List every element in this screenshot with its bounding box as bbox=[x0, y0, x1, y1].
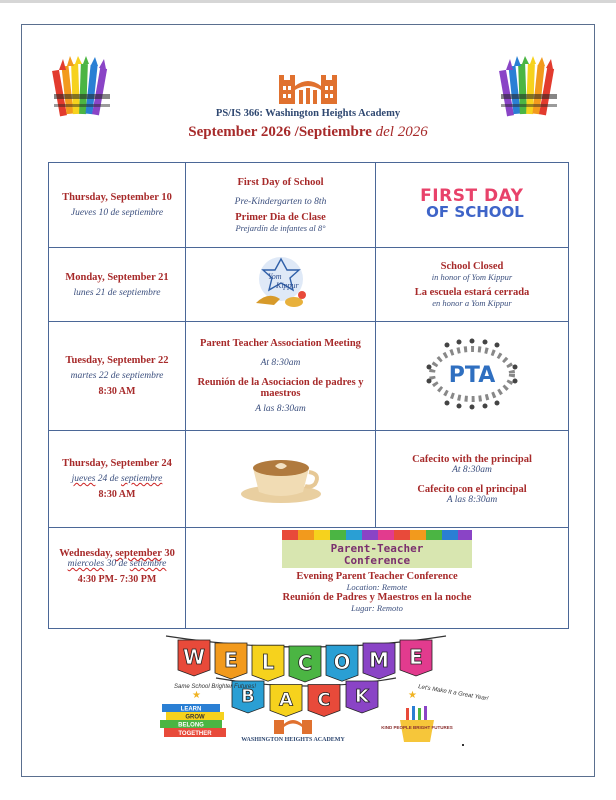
event-subtitle-spanish: A las 8:30am bbox=[255, 404, 306, 414]
banner-line-1: Parent-Teacher bbox=[330, 542, 424, 555]
event-subtitle: Pre-Kindergarten to 8th bbox=[234, 197, 327, 207]
title-english: September 2026 / bbox=[188, 124, 299, 140]
star-icon: ★ bbox=[408, 690, 417, 701]
right-note: Let's Make It a Great Year! bbox=[417, 684, 489, 703]
pta-image bbox=[417, 337, 527, 411]
book-learn: LEARN bbox=[180, 706, 202, 713]
parent-teacher-conference-banner bbox=[282, 530, 472, 568]
table-row bbox=[49, 528, 569, 629]
welcome-letter: C bbox=[297, 651, 313, 675]
banner-line-2: Conference bbox=[343, 554, 411, 567]
back-letter: K bbox=[355, 686, 369, 707]
event-cell bbox=[376, 248, 569, 322]
first-day-of-school-image bbox=[420, 188, 524, 220]
pta-text: PTA bbox=[448, 362, 496, 388]
welcome-letter: W bbox=[182, 645, 206, 669]
welcome-letter: O bbox=[333, 650, 351, 675]
coffee-cup-image bbox=[235, 448, 327, 506]
event-date-spanish: miercoles 30 de setiembre bbox=[67, 559, 167, 569]
event-date: Thursday, September 10 bbox=[62, 192, 172, 203]
date-cell bbox=[49, 322, 186, 431]
event-date-spanish: lunes 21 de septiembre bbox=[73, 287, 161, 298]
event-date: Thursday, September 24 bbox=[62, 458, 172, 469]
star-icon: ★ bbox=[192, 690, 201, 701]
event-subtitle-spanish: en honor a Yom Kippur bbox=[432, 298, 512, 308]
event-title: Evening Parent Teacher Conference bbox=[296, 571, 458, 582]
welcome-letter: E bbox=[409, 645, 423, 669]
table-row bbox=[49, 322, 569, 431]
top-edge bbox=[0, 0, 616, 3]
event-title-spanish: La escuela estará cerrada bbox=[414, 287, 530, 298]
event-date-spanish: jueves 24 de septiembre bbox=[71, 474, 163, 484]
event-title: Cafecito with the principal bbox=[412, 453, 532, 465]
cup-text: KIND PEOPLE BRIGHT FUTURES bbox=[381, 725, 453, 730]
date-cell bbox=[49, 163, 186, 248]
welcome-letter: L bbox=[261, 650, 275, 675]
books-stack bbox=[160, 704, 226, 737]
event-title: First Day of School bbox=[237, 177, 324, 188]
event-subtitle: At 8:30am bbox=[452, 464, 492, 475]
event-cell bbox=[186, 528, 569, 629]
event-date-spanish: Jueves 10 de septiembre bbox=[70, 208, 164, 218]
welcome-letter: M bbox=[369, 648, 389, 672]
left-note: Same School Brighter Futures! bbox=[174, 684, 257, 690]
event-time: 8:30 AM bbox=[98, 489, 136, 500]
yom-kippur-image bbox=[246, 253, 316, 311]
event-date: Wednesday, september 30 bbox=[59, 548, 175, 559]
table-row bbox=[49, 248, 569, 322]
back-letter: C bbox=[317, 689, 331, 711]
image-cell bbox=[376, 322, 569, 431]
book-together: TOGETHER bbox=[178, 731, 212, 737]
event-date: Monday, September 21 bbox=[65, 271, 169, 283]
kippur-text: Kippur bbox=[275, 281, 299, 290]
event-cell bbox=[376, 431, 569, 528]
event-cell bbox=[186, 163, 376, 248]
image-cell bbox=[186, 248, 376, 322]
event-subtitle: At 8:30am bbox=[260, 358, 301, 368]
title-spanish-year: del 2026 bbox=[375, 124, 428, 140]
event-subtitle-spanish: Prejardín de infantes al 8° bbox=[235, 223, 326, 233]
image-cell bbox=[186, 431, 376, 528]
table-row bbox=[49, 431, 569, 528]
event-subtitle: Location: Remote bbox=[346, 582, 408, 592]
event-cell bbox=[186, 322, 376, 431]
event-date: Tuesday, September 22 bbox=[65, 355, 169, 366]
event-subtitle-spanish: A las 8:30am bbox=[446, 494, 498, 505]
calendar-table bbox=[48, 162, 569, 629]
stray-dot bbox=[462, 744, 464, 746]
date-cell bbox=[49, 248, 186, 322]
image-cell bbox=[376, 163, 569, 248]
event-title-spanish: Reunión de Padres y Maestros en la noche bbox=[282, 592, 472, 603]
event-title: School Closed bbox=[440, 261, 504, 272]
of-school-text: OF SCHOOL bbox=[426, 203, 524, 221]
book-grow: GROW bbox=[185, 714, 205, 721]
event-title-spanish: Cafecito con el principal bbox=[417, 483, 527, 495]
welcome-letter: E bbox=[224, 648, 238, 672]
welcome-back-image bbox=[156, 628, 489, 746]
first-day-text: FIRST DAY bbox=[420, 186, 524, 206]
title-spanish-month: Septiembre bbox=[298, 124, 372, 140]
event-title-spanish: Reunión de la Asociacion de padres y maestros bbox=[197, 377, 364, 399]
event-title-spanish: Primer Dia de Clase bbox=[235, 212, 326, 223]
event-subtitle: in honor of Yom Kippur bbox=[431, 272, 513, 282]
school-name: PS/IS 366: Washington Heights Academy bbox=[215, 108, 401, 119]
date-cell bbox=[49, 528, 186, 629]
table-row bbox=[49, 163, 569, 248]
event-title: Parent Teacher Association Meeting bbox=[200, 338, 361, 349]
date-cell bbox=[49, 431, 186, 528]
pencil-cup bbox=[381, 706, 453, 742]
event-time: 4:30 PM- 7:30 PM bbox=[77, 574, 157, 585]
academy-footer-text: WASHINGTON HEIGHTS ACADEMY bbox=[241, 737, 345, 743]
book-belong: BELONG bbox=[178, 722, 204, 729]
back-letter: A bbox=[279, 689, 293, 711]
event-time: 8:30 AM bbox=[98, 386, 136, 397]
event-date-spanish: martes 22 de septiembre bbox=[70, 371, 164, 381]
school-logo bbox=[277, 74, 339, 104]
page-title bbox=[0, 124, 616, 141]
yom-text: Yom bbox=[267, 272, 281, 281]
back-letter: B bbox=[241, 686, 255, 707]
academy-footer-logo bbox=[241, 720, 345, 743]
event-subtitle-spanish: Lugar: Remoto bbox=[351, 603, 403, 613]
